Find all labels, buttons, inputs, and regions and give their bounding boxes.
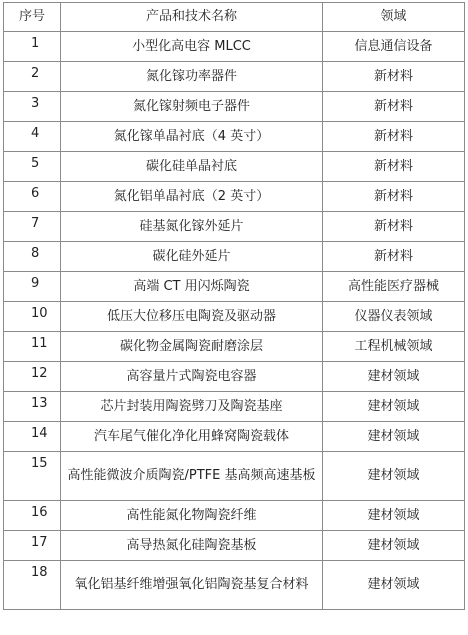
row-product-name: 氮化铝单晶衬底（2 英寸） [61, 182, 323, 212]
row-product-name: 汽车尾气催化净化用蜂窝陶瓷载体 [61, 422, 323, 452]
row-product-name: 碳化硅外延片 [61, 242, 323, 272]
row-field: 工程机械领域 [323, 332, 465, 362]
row-product-name: 芯片封装用陶瓷劈刀及陶瓷基座 [61, 392, 323, 422]
row-product-name: 氮化镓功率器件 [61, 62, 323, 92]
row-number: 5 [4, 152, 61, 182]
row-product-name: 高容量片式陶瓷电容器 [61, 362, 323, 392]
row-product-name: 小型化高电容 MLCC [61, 32, 323, 62]
header-product-name: 产品和技术名称 [61, 3, 323, 32]
row-field: 建材领域 [323, 561, 465, 610]
row-product-name: 碳化硅单晶衬底 [61, 152, 323, 182]
table-row [4, 452, 465, 501]
table-row [4, 212, 465, 242]
row-field: 新材料 [323, 62, 465, 92]
table-row [4, 302, 465, 332]
row-number: 11 [4, 332, 61, 362]
row-product-name: 高性能微波介质陶瓷/PTFE 基高频高速基板 [61, 452, 323, 501]
table-row [4, 62, 465, 92]
products-table [3, 2, 465, 610]
table-row [4, 92, 465, 122]
row-field: 信息通信设备 [323, 32, 465, 62]
row-number: 17 [4, 531, 61, 561]
row-number: 13 [4, 392, 61, 422]
row-number: 16 [4, 501, 61, 531]
row-field: 新材料 [323, 242, 465, 272]
row-field: 建材领域 [323, 452, 465, 501]
row-number: 9 [4, 272, 61, 302]
table-header-row [4, 3, 465, 32]
table-row [4, 362, 465, 392]
table-row [4, 122, 465, 152]
row-number: 6 [4, 182, 61, 212]
table-row [4, 561, 465, 610]
table-row [4, 531, 465, 561]
row-product-name: 氧化铝基纤维增强氧化铝陶瓷基复合材料 [61, 561, 323, 610]
table-row [4, 32, 465, 62]
row-field: 新材料 [323, 182, 465, 212]
table-row [4, 392, 465, 422]
table-row [4, 242, 465, 272]
row-field: 建材领域 [323, 531, 465, 561]
row-product-name: 低压大位移压电陶瓷及驱动器 [61, 302, 323, 332]
header-field: 领域 [323, 3, 465, 32]
table-row [4, 152, 465, 182]
row-product-name: 高导热氮化硅陶瓷基板 [61, 531, 323, 561]
row-product-name: 碳化物金属陶瓷耐磨涂层 [61, 332, 323, 362]
row-product-name: 氮化镓单晶衬底（4 英寸） [61, 122, 323, 152]
row-number: 2 [4, 62, 61, 92]
row-field: 高性能医疗器械 [323, 272, 465, 302]
row-number: 1 [4, 32, 61, 62]
table-row [4, 272, 465, 302]
row-number: 4 [4, 122, 61, 152]
row-product-name: 硅基氮化镓外延片 [61, 212, 323, 242]
row-number: 7 [4, 212, 61, 242]
table-row [4, 422, 465, 452]
header-number: 序号 [4, 3, 61, 32]
row-number: 18 [4, 561, 61, 610]
row-product-name: 高性能氮化物陶瓷纤维 [61, 501, 323, 531]
table-row [4, 332, 465, 362]
row-number: 10 [4, 302, 61, 332]
row-field: 仪器仪表领域 [323, 302, 465, 332]
row-field: 建材领域 [323, 392, 465, 422]
row-field: 建材领域 [323, 422, 465, 452]
row-product-name: 高端 CT 用闪烁陶瓷 [61, 272, 323, 302]
row-field: 建材领域 [323, 501, 465, 531]
table-row [4, 182, 465, 212]
row-field: 新材料 [323, 212, 465, 242]
row-field: 新材料 [323, 152, 465, 182]
row-number: 12 [4, 362, 61, 392]
row-field: 新材料 [323, 92, 465, 122]
row-number: 3 [4, 92, 61, 122]
table-row [4, 501, 465, 531]
row-number: 14 [4, 422, 61, 452]
row-number: 15 [4, 452, 61, 501]
row-number: 8 [4, 242, 61, 272]
row-field: 建材领域 [323, 362, 465, 392]
row-product-name: 氮化镓射频电子器件 [61, 92, 323, 122]
row-field: 新材料 [323, 122, 465, 152]
